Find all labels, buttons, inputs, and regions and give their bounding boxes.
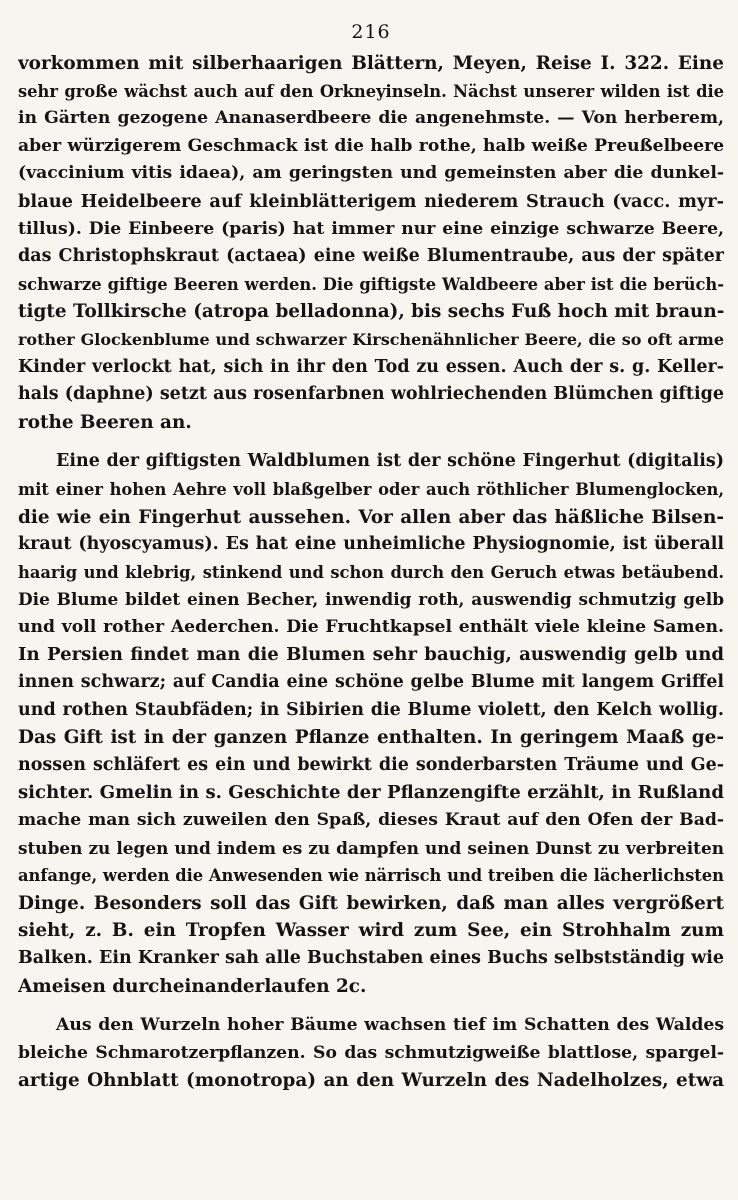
text-line: Aus den Wurzeln hoher Bäume wachsen tief im Schatten des Waldes	[56, 1015, 724, 1036]
text-line: artige Ohnblatt (monotropa) an den Wurzeln des Nadelholzes, etwa	[18, 1070, 724, 1092]
text-line: das Christophskraut (actaea) eine weiße Blumentraube, aus der später	[18, 246, 724, 267]
text-line: Ameisen durcheinanderlaufen 2c.	[18, 975, 367, 997]
text-line: stuben zu legen und indem es zu dampfen und seinen Dunst zu verbreiten	[18, 837, 724, 858]
text-line: haarig und klebrig, stinkend und schon durch den Geruch etwas betäubend.	[18, 562, 724, 582]
text-line: In Persien findet man die Blumen sehr bauchig, auswendig gelb und	[18, 644, 724, 666]
text-line: und voll rother Aederchen. Die Fruchtkapsel enthält viele kleine Samen.	[18, 616, 724, 637]
text-line: Die Blume bildet einen Becher, inwendig roth, auswendig schmutzig gelb	[18, 589, 724, 610]
text-line: tillus). Die Einbeere (paris) hat immer nur eine einzige schwarze Beere,	[18, 218, 724, 239]
text-line: Balken. Ein Kranker sah alle Buchstaben eines Buchs selbstständig wie	[18, 948, 724, 968]
text-line: (vaccinium vitis idaea), am geringsten und gemeinsten aber die dunkel-	[18, 163, 724, 184]
text-line: und rothen Staubfäden; in Sibirien die Blume violett, den Kelch wollig.	[18, 699, 724, 720]
text-line: sieht, z. B. ein Tropfen Wasser wird zum See, ein Strohhalm zum	[18, 920, 724, 942]
text-line: vorkommen mit silberhaarigen Blättern, Meyen, Reise I. 322. Eine	[18, 53, 724, 74]
text-line: Kinder verlockt hat, sich in ihr den Tod zu essen. Auch der s. g. Keller-	[18, 356, 724, 377]
text-line: mit einer hohen Aehre voll blaßgelber oder auch röthlicher Blumenglocken,	[18, 479, 724, 499]
text-line: bleiche Schmarotzerpflanzen. So das schmutzigweiße blattlose, spargel-	[18, 1042, 724, 1063]
text-line: anfange, werden die Anwesenden wie närrisch und treiben die lächerlichsten	[18, 866, 724, 886]
text-line: in Gärten gezogene Ananaserdbeere die angenehmste. — Von herberem,	[18, 108, 724, 129]
text-line: sichter. Gmelin in s. Geschichte der Pflanzengifte erzählt, in Rußland	[18, 782, 724, 804]
text-line: innen schwarz; auf Candia eine schöne gelbe Blume mit langem Griffel	[18, 672, 724, 693]
text-line: rother Glockenblume und schwarzer Kirschenähnlicher Beere, die so oft arme	[18, 329, 724, 349]
text-line: Dinge. Besonders soll das Gift bewirken, daß man alles vergrößert	[18, 892, 724, 914]
text-line: Eine der giftigsten Waldblumen ist der schöne Fingerhut (digitalis)	[56, 451, 724, 472]
text-line: mache man sich zuweilen den Spaß, dieses Kraut auf den Ofen der Bad-	[18, 810, 724, 831]
paragraph	[18, 448, 724, 1000]
text-line: schwarze giftige Beeren werden. Die giftigste Waldbeere aber ist die berüch-	[18, 274, 724, 294]
text-line: tigte Tollkirsche (atropa belladonna), bis sechs Fuß hoch mit braun-	[18, 301, 724, 323]
text-line: blaue Heidelbeere auf kleinblätterigem niederem Strauch (vacc. myr-	[18, 190, 724, 212]
text-line: hals (daphne) setzt aus rosenfarbnen wohlriechenden Blümchen giftige	[18, 384, 724, 405]
text-line: aber würzigerem Geschmack ist die halb rothe, halb weiße Preußelbeere	[18, 135, 724, 156]
book-page	[18, 14, 724, 1095]
text-line: nossen schläfert es ein und bewirkt die sonderbarsten Träume und Ge-	[18, 754, 724, 775]
paragraph	[18, 1012, 724, 1095]
paragraph	[18, 50, 724, 436]
paragraph-gap	[18, 1000, 724, 1012]
text-line: Das Gift ist in der ganzen Pflanze enthalten. In geringem Maaß ge-	[18, 727, 724, 749]
text-line: kraut (hyoscyamus). Es hat eine unheimliche Physiognomie, ist überall	[18, 534, 724, 555]
text-line: sehr große wächst auch auf den Orkneyinseln. Nächst unserer wilden ist die	[18, 81, 724, 101]
text-line: die wie ein Fingerhut aussehen. Vor allen aber das häßliche Bilsen-	[18, 506, 724, 528]
paragraph-gap	[18, 436, 724, 448]
text-line: rothe Beeren an.	[18, 411, 192, 433]
page-number: 216	[351, 21, 391, 43]
